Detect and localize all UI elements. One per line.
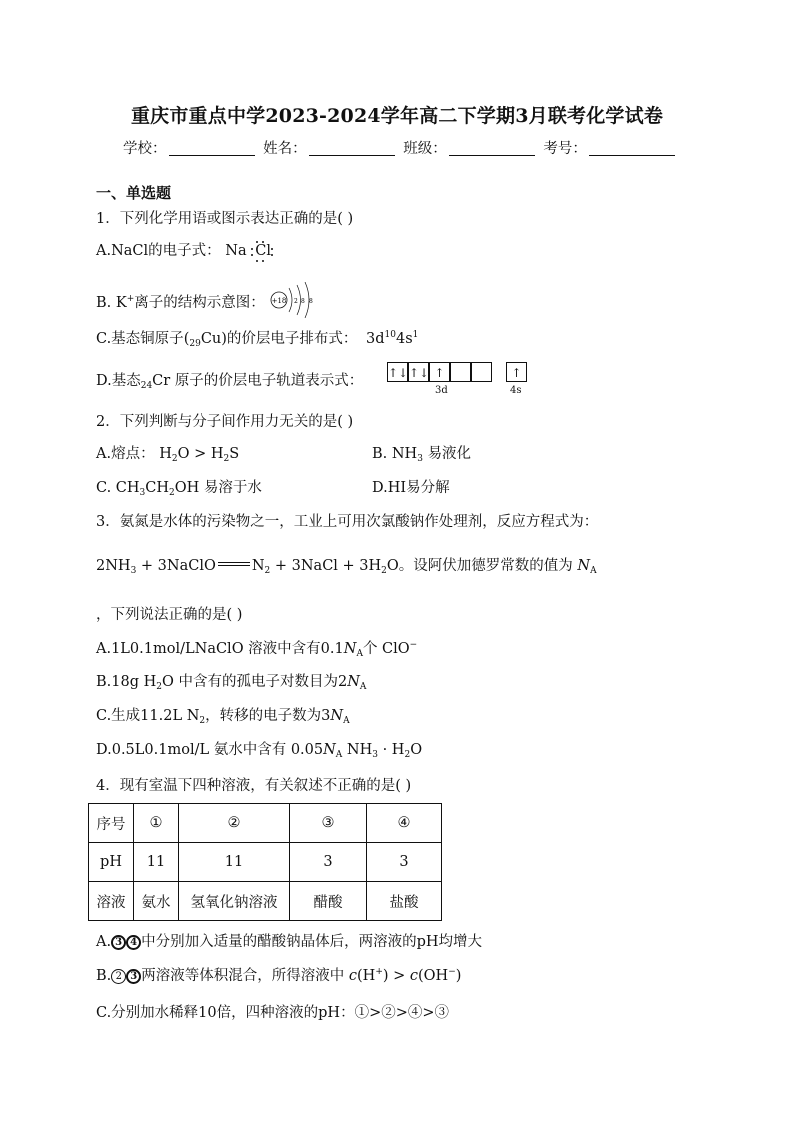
q1-option-d: D.基态$_{24}$Cr 原子的价层电子轨道表示式： <box>96 373 364 391</box>
number-blank[interactable] <box>589 141 675 156</box>
svg-text:8: 8 <box>309 298 314 305</box>
table-row: 溶液 氨水 氢氧化钠溶液 醋酸 盐酸 <box>89 882 442 921</box>
q1-option-b: B. K+离子的结构示意图： +18 2 8 8 <box>96 282 315 318</box>
q4-option-c: C.分别加水稀释10倍，四种溶液的pH：①>②>④>③ <box>96 1005 450 1021</box>
cl-electron-dot: Cl <box>251 243 275 259</box>
q3-equation: $2NH_3$ + 3NaClO $N_2$ + 3NaCl + $3H_2O$。设阿伏加德罗常数的值为 $N_A$ <box>96 558 597 576</box>
svg-text:8: 8 <box>301 298 306 305</box>
svg-text:2: 2 <box>294 298 299 305</box>
q2-option-c: C. $CH_3CH_2OH$ 易溶于水 <box>96 480 262 498</box>
q4-stem: 4．现有室温下四种溶液，有关叙述不正确的是( ) <box>96 778 412 794</box>
student-info-line <box>123 137 679 158</box>
q3-option-c: C.生成11.2L $N_2$，转移的电子数为$3N_A$ <box>96 708 350 726</box>
table-row: pH 11 11 3 3 <box>89 843 442 882</box>
q3-stem: 3．氨氮是水体的污染物之一，工业上可用次氯酸钠作处理剂，反应方程式为： <box>96 514 599 530</box>
name-label: 姓名： <box>263 141 307 157</box>
exam-page: 重庆市重点中学2023-2024学年高二下学期3月联考化学试卷 学校： 姓名： 班级： 考号： 一、单选题 1．下列化学用语或图示表达正确的是( ) A.NaCl的电子式： Na Cl B. K+离子的结构示意图： +18 2 8 8 C.基态铜原子$(_{29}Cu)$的价层电子排布式： $3d^{10}4s^1$ D.基态$_{24}$Cr 原子的价层电子轨道表示式： ↑↓ ↑↓ ↑ ↑ 3d 4s 2．下列判断与分子间作用力无关的是( ) A.熔点： $H_2O > H_2S$ B. $NH_3$ 易液化 C. $CH_3CH_2OH$ 易溶于水 D.HI易分解 3．氨氮是水体的污染物之一，工业上可用次氯酸钠作处理剂，反应方程式为： $2NH_3$ + 3NaClO $N_2$ + 3NaCl + $3H_2O$。设阿伏加德罗常数的值为 $N_A$ ，下列说法正确的是( ) A.1L0.1mol/LNaClO 溶液中含有$0.1N_A$个 ClO− B.18g $H_2O$ 中含有的孤电子对数目为$2N_A$ C.生成11.2L $N_2$，转移的电子数为$3N_A$ D.0.5L0.1mol/L 氨水中含有 $0.05N_A$ $NH_3 \cdot H_2O$ 4．现有室温下四种溶液，有关叙述不正确的是( ) 序号 ① ② ③ ④ pH 11 11 3 3 溶液 氨水 氢氧化钠溶液 醋酸 盐酸 A. 3 4 中分别加入适量的醋酸钠晶体后，两溶液的pH均增大 B. 2 3 两溶液等体积混合，所得溶液中 c(H+) > c(OH−) C.分别加水稀释10倍，四种溶液的pH：①>②>④>③ <box>0 0 794 1123</box>
q1-stem: 1．下列化学用语或图示表达正确的是( ) <box>96 211 354 227</box>
q2-option-d: D.HI易分解 <box>372 480 450 496</box>
q4-option-a: A. 3 4 中分别加入适量的醋酸钠晶体后，两溶液的pH均增大 <box>96 934 483 950</box>
class-blank[interactable] <box>449 141 535 156</box>
table-row: 序号 ① ② ③ ④ <box>89 804 442 843</box>
school-blank[interactable] <box>169 141 255 156</box>
q1-option-c: C.基态铜原子$(_{29}Cu)$的价层电子排布式： $3d^{10}4s^1$ <box>96 330 419 349</box>
q2-option-a: A.熔点： $H_2O > H_2S$ <box>96 446 240 464</box>
svg-text:+18: +18 <box>271 297 287 305</box>
school-label: 学校： <box>123 141 167 157</box>
q3-stem-2: ，下列说法正确的是( ) <box>96 607 243 623</box>
solutions-table <box>88 803 442 921</box>
q1-option-a: A.NaCl的电子式： Na Cl <box>96 239 275 260</box>
q4-option-b: B. 2 3 两溶液等体积混合，所得溶液中 c(H+) > c(OH−) <box>96 967 462 984</box>
q2-option-b: B. $NH_3$ 易液化 <box>372 446 472 464</box>
name-blank[interactable] <box>309 141 395 156</box>
page-title: 重庆市重点中学2023-2024学年高二下学期3月联考化学试卷 <box>130 105 664 127</box>
atomic-structure-diagram <box>269 282 315 318</box>
q3-option-d: D.0.5L0.1mol/L 氨水中含有 $0.05N_A$ $NH_3 \cdot H_2O$ <box>96 742 423 760</box>
number-label: 考号： <box>543 141 587 157</box>
q2-stem: 2．下列判断与分子间作用力无关的是( ) <box>96 414 354 430</box>
q3-option-a: A.1L0.1mol/LNaClO 溶液中含有$0.1N_A$个 ClO− <box>96 640 418 659</box>
section-heading: 一、单选题 <box>96 184 172 202</box>
q3-option-b: B.18g $H_2O$ 中含有的孤电子对数目为$2N_A$ <box>96 674 367 692</box>
class-label: 班级： <box>403 141 447 157</box>
